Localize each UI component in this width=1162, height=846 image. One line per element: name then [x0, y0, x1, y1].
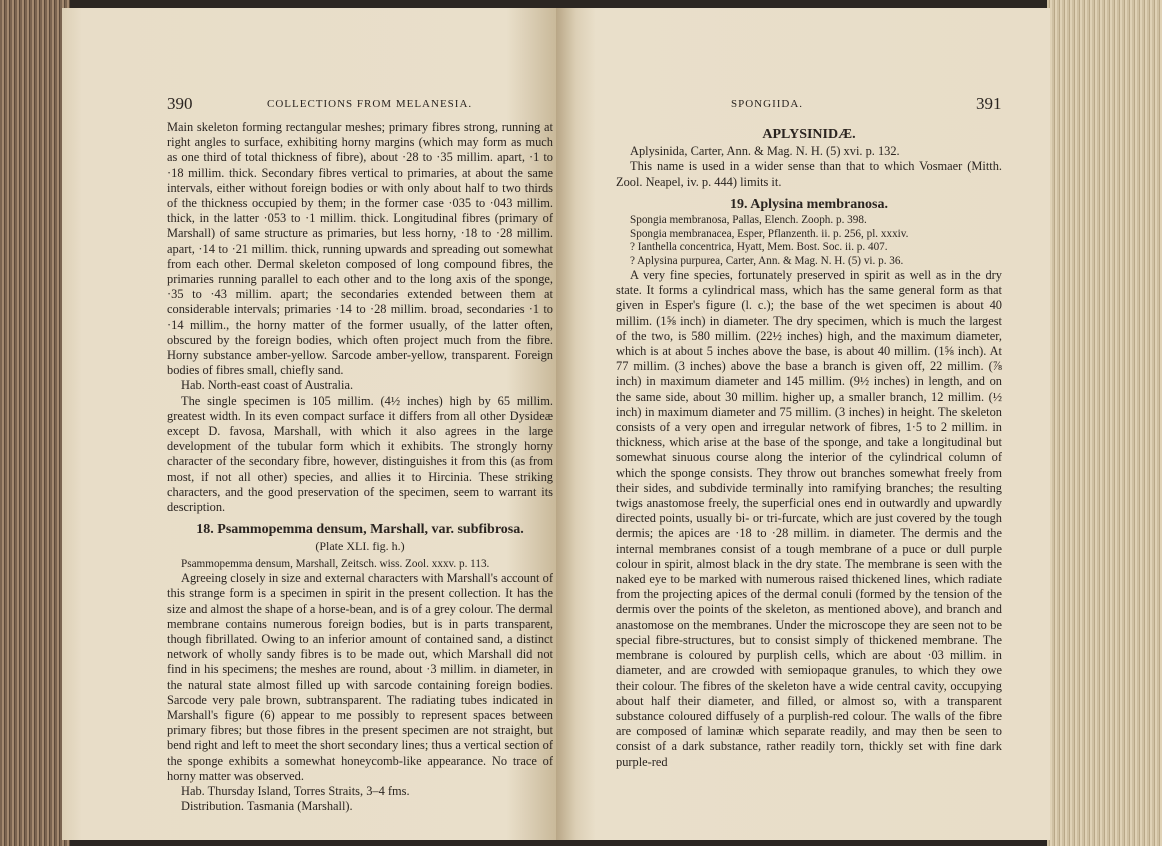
- paragraph: Hab. Thursday Island, Torres Straits, 3–4 fms.: [181, 784, 410, 799]
- text-column: [167, 120, 553, 814]
- synonym-line: Spongia membranacea, Esper, Pflanzenth. ii. p. 256, pl. xxxiv.: [630, 227, 909, 240]
- section-heading: 19. Aplysina membranosa.: [730, 196, 888, 212]
- section-heading: 18. Psammopemma densum, Marshall, var. subfibrosa.: [196, 522, 524, 538]
- paragraph: Distribution. Tasmania (Marshall).: [181, 799, 353, 814]
- synonym-line: Psammopemma densum, Marshall, Zeitsch. wiss. Zool. xxxv. p. 113.: [181, 557, 490, 570]
- text-column: [616, 120, 1002, 770]
- paragraph: Hab. North-east coast of Australia.: [181, 378, 354, 393]
- paragraph: A very fine species, fortunately preserved in spirit as well as in the dry state. It forms a cylindrical mass, which has the same general form as that given in Esper's figure (l. c.); the base of the wet specimen is about 40 millim. (1⅝ inch) in diameter. The dry specimen, which is much the largest of the two, is 580 millim. (22½ inches) high, and the maximum diameter, which is at about 5 inches above the base, is about 40 millim. (1⅝ inch). At 77 millim. (3 inches) above the base a branch is given off, 22 millim. (⅞ inch) in maximum diameter and 145 millim. (9½ inches) in length, and on the same side, about 30 millim. higher up, a smaller branch, 12 millim. (½ inch) in maximum diameter and 75 millim. (3 inches) in height. The skeleton consists of a very open and irregular network of fibres, 1·5 to 2 millim. in thickness, which arise at the base of the sponge, and take a longitudinal but somewhat sinuous course along the interior of the cylindrical column of which the sponge consists. They throw out branches somewhat freely from their sides, and subdivide terminally into ramifying branches; the resulting twigs anastomose freely, the superficial ones end in outwardly and upwardly directed points, usually bi- or tri-furcate, which are just covered by the tough dermis; the apices are ·18 to ·28 millim. in diameter. The dermis and the internal membranes consist of a tough membrane of a puce or dull purple colour in spirit, almost black in the dry state. The membrane is seen with the naked eye to be marked with numerous raised thickened lines, which radiate from the projecting apices of the dermal conuli (formed by the tension of the dermis over the points of the skeleton, as mentioned above), and branch and anastomose on the membranes. Under the microscope they are seen not to be special fibre-structures, but to consist simply of thickened membrane. The membrane is coloured by purplish cells, which are about ·03 millim. in diameter, and are crowded with semiopaque granules, to which they owe their colour. The fibres of the skeleton have a wide central cavity, occupying about half their diameter, and filled, or almost so, with a transparent substance coloured diffusely of a purplish-red colour. The walls of the fibre are composed of laminæ which separate readily, and may then be seen to consist of a dark substance, rather readily torn, thickly set with fine dark purple-red: [616, 268, 1002, 769]
- left-page-edges: [0, 0, 70, 846]
- page-number: 391: [976, 94, 1002, 113]
- paragraph: Aplysinida, Carter, Ann. & Mag. N. H. (5) xvi. p. 132.: [630, 144, 900, 159]
- plate-reference: (Plate XLI. fig. h.): [315, 539, 405, 554]
- left-page: [62, 8, 557, 840]
- synonym-line: Spongia membranosa, Pallas, Elench. Zooph. p. 398.: [630, 214, 867, 227]
- paragraph: This name is used in a wider sense than that to which Vosmaer (Mitth. Zool. Neapel, iv. p. 444) limits it.: [616, 159, 1002, 189]
- paragraph: The single specimen is 105 millim. (4½ inches) high by 65 millim. greatest width. In its even compact surface it differs from all other Dysideæ except D. favosa, Marshall, with which it also agrees in the large development of the tubular form which it exhibits. The strongly horny character of the secondary fibre, however, distinguishes it from this (as from most, if not all other) species, and allies it to Hircinia. These striking characters, and the good preservation of the specimen, seem to warrant its description.: [167, 393, 553, 515]
- page-number: 390: [167, 94, 193, 113]
- right-page-edges: [1047, 0, 1162, 846]
- right-page: [556, 8, 1050, 840]
- running-head: SPONGIIDA.: [731, 98, 804, 110]
- synonym-line: ? Ianthella concentrica, Hyatt, Mem. Bost. Soc. ii. p. 407.: [630, 241, 888, 254]
- section-heading: APLYSINIDÆ.: [762, 127, 856, 142]
- paragraph: Main skeleton forming rectangular meshes; primary fibres strong, running at right angles to surface, exhibiting horny margins (which may form as much as one third of total thickness of fibre), about ·28 to ·35 millim. apart, ·1 to ·18 millim. thick. Secondary fibres vertical to primaries, at about the same intervals, either without foreign bodies or with only about half to two thirds of the thickness occupied by them; in the former case ·035 to ·043 millim. thick, in the latter ·053 to ·1 millim. thick. Longitudinal fibres (primary of Marshall) of same structure as primaries, but less horny, ·18 to ·28 millim. apart, ·14 to ·21 millim. thick, running upwards and spreading out somewhat from each other. Dermal skeleton composed of long compound fibres, the primaries running parallel to each other and to the long axis of the sponge, ·35 to ·43 millim. apart; the secondaries extended between them at considerable intervals; primaries ·14 to ·28 millim. broad, secondaries ·1 to ·14 millim., the horny matter of the former usually, of the latter often, obscured by the foreign bodies, which often project much from the fibre. Horny substance amber-yellow. Sarcode amber-yellow, transparent. Foreign bodies of fibres small, chiefly sand.: [167, 120, 553, 378]
- running-head: COLLECTIONS FROM MELANESIA.: [267, 98, 473, 110]
- synonym-line: ? Aplysina purpurea, Carter, Ann. & Mag. N. H. (5) vi. p. 36.: [630, 254, 904, 267]
- paragraph: Agreeing closely in size and external characters with Marshall's account of this strange form is a specimen in spirit in the present collection. It has the size and almost the shape of a horse-bean, and is of a grey colour. The dermal membrane contains numerous foreign bodies, but is in parts transparent, though fibrillated. Owing to an inferior amount of contained sand, a distinct network of wholly sandy fibres is to be made out, which Marshall did not find in his specimens; the meshes are round, about ·3 millim. in diameter, in the natural state almost filled up with sarcode containing foreign bodies. Sarcode very pale brown, subtransparent. The radiating tubes indicated in Marshall's figure (6) appear to me possibly to represent spaces between primary fibres; but those fibres in the present specimen are not straight, but bend right and left to meet the short secondary lines; thus a vertical section of the sponge exhibits a somewhat honeycomb-like appearance. No trace of horny matter was observed.: [167, 571, 553, 783]
